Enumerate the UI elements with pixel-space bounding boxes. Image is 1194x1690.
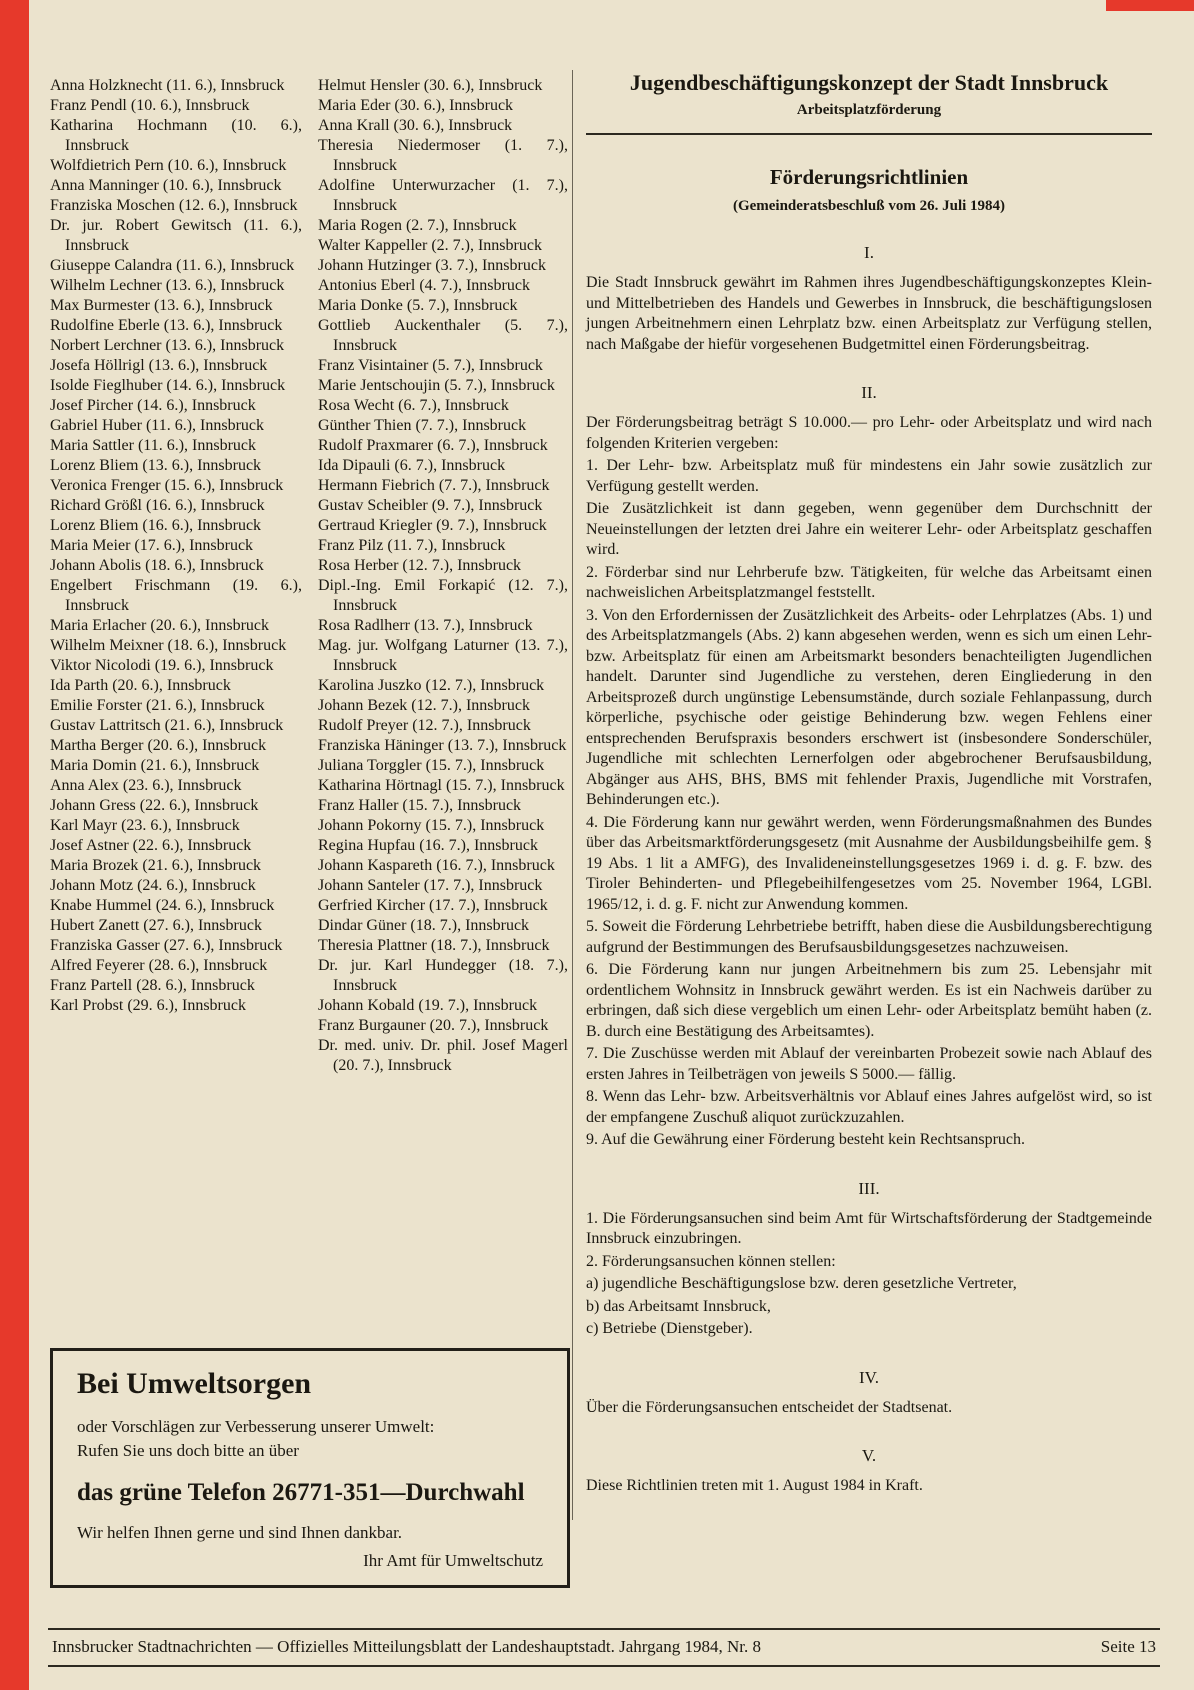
name-entry: Franziska Gasser (27. 6.), Innsbruck	[50, 937, 283, 954]
name-entry: Josefa Höllrigl (13. 6.), Innsbruck	[50, 357, 268, 374]
name-entry: Gabriel Huber (11. 6.), Innsbruck	[50, 417, 265, 434]
name-entry: Franz Haller (15. 7.), Innsbruck	[318, 797, 522, 814]
name-entry: Johann Santeler (17. 7.), Innsbruck	[318, 877, 543, 894]
name-entry: Juliana Torggler (15. 7.), Innsbruck	[318, 757, 545, 774]
name-entry: Rosa Radlherr (13. 7.), Innsbruck	[318, 617, 533, 634]
name-entry: Katharina Hochmann (10. 6.), Innsbruck	[50, 117, 302, 154]
name-entry: Wilhelm Lechner (13. 6.), Innsbruck	[50, 277, 285, 294]
ad-intro-line-1: oder Vorschlägen zur Verbesserung unserer Umwelt:	[77, 1417, 435, 1436]
article-heading: Förderungsrichtlinien	[769, 165, 969, 189]
name-entry: Lorenz Bliem (16. 6.), Innsbruck	[50, 517, 262, 534]
name-entry: Franziska Häninger (13. 7.), Innsbruck	[318, 737, 567, 754]
column-divider-rule	[572, 70, 573, 1520]
name-entry: Anna Manninger (10. 6.), Innsbruck	[50, 177, 282, 194]
name-entry: Gerfried Kircher (17. 7.), Innsbruck	[318, 897, 548, 914]
name-entry: Franz Burgauner (20. 7.), Innsbruck	[318, 1017, 549, 1034]
name-entry: Franziska Moschen (12. 6.), Innsbruck	[50, 197, 298, 214]
article-paragraph: 7. Die Zuschüsse werden mit Ablauf der vereinbarten Probezeit sowie nach Ablauf des ersten Jahres in Teilbeträgen von jeweils S 5000.— fällig.	[586, 1045, 1152, 1083]
section-label: IV.	[859, 1367, 879, 1387]
footer-masthead-text: Innsbrucker Stadtnachrichten — Offizielles Mitteilungsblatt der Landeshauptstadt. Jahrgang 1984, Nr. 8	[52, 1637, 761, 1656]
section-paragraphs	[586, 1398, 1152, 1419]
article-paragraph: 5. Soweit die Förderung Lehrbetriebe betrifft, haben diese die Ausbildungsberechtigung aufgrund der Bestimmungen des Berufsausbildungsgesetzes nachzuweisen.	[586, 918, 1152, 956]
name-entry: Josef Pircher (14. 6.), Innsbruck	[50, 397, 256, 414]
name-entry: Karl Probst (29. 6.), Innsbruck	[50, 997, 246, 1014]
name-entry: Johann Pokorny (15. 7.), Innsbruck	[318, 817, 545, 834]
section-4	[586, 1368, 1152, 1419]
article-paragraph: Die Zusätzlichkeit ist dann gegeben, wenn gegenüber dem Durchschnitt der Neueinstellungen der letzten drei Jahre ein weiterer Lehr- oder Arbeitsplatz geschaffen wird.	[586, 500, 1152, 558]
red-left-margin-bar	[0, 0, 29, 1690]
section-paragraphs	[586, 413, 1152, 1151]
name-entry: Maria Meier (17. 6.), Innsbruck	[50, 537, 254, 554]
name-entry: Franz Pendl (10. 6.), Innsbruck	[50, 97, 250, 114]
name-entry: Dindar Güner (18. 7.), Innsbruck	[318, 917, 530, 934]
ad-intro-line-2: Rufen Sie uns doch bitte an über	[77, 1441, 299, 1460]
name-entry: Veronica Frenger (15. 6.), Innsbruck	[50, 477, 284, 494]
name-entry: Isolde Fieglhuber (14. 6.), Innsbruck	[50, 377, 286, 394]
name-entry: Dr. jur. Karl Hundegger (18. 7.), Innsbruck	[318, 957, 568, 994]
name-entry: Giuseppe Calandra (11. 6.), Innsbruck	[50, 257, 295, 274]
section-paragraphs	[586, 1476, 1152, 1497]
name-entry: Rosa Wecht (6. 7.), Innsbruck	[318, 397, 509, 414]
name-entry: Johann Motz (24. 6.), Innsbruck	[50, 877, 256, 894]
ad-signature: Ihr Amt für Umweltschutz	[363, 1551, 543, 1570]
name-entry: Dr. med. univ. Dr. phil. Josef Magerl (20. 7.), Innsbruck	[318, 1037, 568, 1074]
name-entry: Johann Kobald (19. 7.), Innsbruck	[318, 997, 538, 1014]
name-entry: Gottlieb Auckenthaler (5. 7.), Innsbruck	[318, 317, 568, 354]
page-footer	[48, 1628, 1160, 1667]
article-paragraph: 1. Die Förderungsansuchen sind beim Amt für Wirtschaftsförderung der Stadtgemeinde Innsbruck einzubringen.	[586, 1209, 1152, 1247]
article-paragraph: 4. Die Förderung kann nur gewährt werden, wenn Förderungsmaßnahmen des Bundes über das Arbeitsmarktförderungsgesetz (mit Ausnahme der Ausbildungsbeihilfe gem. § 19 Abs. 1 lit a AMFG), des Invalideneinstellungsgesetzes 1969 i. d. g. F. bzw. des Tiroler Behinderten- und Pflegebeihilfengesetzes vom 25. November 1964, LGBl. 1965/12, i. d. g. F. nicht zur Anwendung kommen.	[586, 813, 1152, 913]
names-column-1	[50, 76, 302, 1016]
name-entry: Gustav Scheibler (9. 7.), Innsbruck	[318, 497, 543, 514]
name-entry: Franz Pilz (11. 7.), Innsbruck	[318, 537, 506, 554]
name-entry: Franz Partell (28. 6.), Innsbruck	[50, 977, 255, 994]
names-column-2	[318, 76, 568, 1076]
article-paragraph: 9. Auf die Gewährung einer Förderung besteht kein Rechtsanspruch.	[586, 1131, 1025, 1148]
section-label: III.	[858, 1178, 880, 1198]
name-entry: Johann Kaspareth (16. 7.), Innsbruck	[318, 857, 555, 874]
ad-title: Bei Umweltsorgen	[77, 1367, 312, 1400]
name-entry: Viktor Nicolodi (19. 6.), Innsbruck	[50, 657, 274, 674]
name-entry: Maria Domin (21. 6.), Innsbruck	[50, 757, 260, 774]
page-number: Seite 13	[1100, 1637, 1156, 1656]
article-paragraph: 2. Förderbar sind nur Lehrberufe bzw. Tätigkeiten, für welche das Arbeitsamt einen nachweislichen Arbeitsplatzmangel feststellt.	[586, 563, 1152, 601]
name-entry: Gustav Lattritsch (21. 6.), Innsbruck	[50, 717, 284, 734]
name-entry: Regina Hupfau (16. 7.), Innsbruck	[318, 837, 538, 854]
article-paragraph: Über die Förderungsansuchen entscheidet der Stadtsenat.	[586, 1398, 953, 1416]
name-entry: Maria Eder (30. 6.), Innsbruck	[318, 97, 514, 114]
name-entry: Rudolf Preyer (12. 7.), Innsbruck	[318, 717, 531, 734]
article-paragraph: 8. Wenn das Lehr- bzw. Arbeitsverhältnis vor Ablauf eines Jahres aufgelöst wird, so ist der empfangene Zuschuß aliquot zurückzuzahlen.	[586, 1088, 1152, 1126]
name-entry: Mag. jur. Wolfgang Laturner (13. 7.), Innsbruck	[318, 637, 568, 674]
name-entry: Lorenz Bliem (13. 6.), Innsbruck	[50, 457, 262, 474]
name-entry: Josef Astner (22. 6.), Innsbruck	[50, 837, 252, 854]
name-entry: Johann Bezek (12. 7.), Innsbruck	[318, 697, 530, 714]
name-entry: Antonius Eberl (4. 7.), Innsbruck	[318, 277, 530, 294]
ad-phone-line: das grüne Telefon 26771-351—Durchwahl	[77, 1479, 525, 1506]
name-entry: Helmut Hensler (30. 6.), Innsbruck	[318, 77, 543, 94]
name-entry: Hubert Zanett (27. 6.), Innsbruck	[50, 917, 262, 934]
name-entry: Richard Größl (16. 6.), Innsbruck	[50, 497, 265, 514]
name-entry: Ida Parth (20. 6.), Innsbruck	[50, 677, 231, 694]
name-entry: Theresia Niedermoser (1. 7.), Innsbruck	[318, 137, 568, 174]
article-foerderungsrichtlinien	[586, 70, 1152, 1497]
red-top-right-strip	[1106, 0, 1194, 11]
article-title: Jugendbeschäftigungskonzept der Stadt Innsbruck	[629, 70, 1109, 95]
article-paragraph: 6. Die Förderung kann nur jungen Arbeitnehmern bis zum 25. Lebensjahr mit ordentlichem Wohnsitz in Innsbruck gewährt werden. Es ist ein Nachweis darüber zu erbringen, daß sich diese vergeblich um einen Lehr- oder Arbeitsplatz bemüht haben (z. B. durch eine Bestätigung des Arbeitsamtes).	[586, 961, 1152, 1040]
article-subheading: (Gemeinderatsbeschluß vom 26. Juli 1984)	[732, 198, 1006, 214]
section-label: I.	[864, 243, 874, 262]
name-entry: Martha Berger (20. 6.), Innsbruck	[50, 737, 267, 754]
article-paragraph: 1. Der Lehr- bzw. Arbeitsplatz muß für mindestens ein Jahr sowie zusätzlich zur Verfügung gestellt werden.	[586, 457, 1152, 495]
article-paragraph: 3. Von den Erfordernissen der Zusätzlichkeit des Arbeits- oder Lehrplatzes (Abs. 1) und des Arbeitsplatzmangels (Abs. 2) kann abgesehen werden, wenn es sich um einen Lehr- bzw. Arbeitsplatz für einen am Arbeitsmarkt besonders benachteiligten Jugendlichen handelt. Darunter sind Jugendliche zu verstehen, deren Eingliederung in den Arbeitsprozeß durch ungünstige Lebensumstände, durch soziale Fehlanpassung, durch körperliche, psychische oder geistige Behinderung bzw. wegen Fehlens einer entsprechenden Berufspraxis besonders erschwert ist (insbesondere Sonderschüler, Jugendliche mit schlechten Lernerfolgen oder abgebrochener Berufsausbildung, Abgänger aus AHS, BHS, BMS mit fehlender Praxis, Jugendliche mit Vorstrafen, Behinderungen etc.).	[586, 606, 1152, 808]
article-paragraph: a) jugendliche Beschäftigungslose bzw. deren gesetzliche Vertreter,	[586, 1275, 1017, 1292]
name-entry: Maria Donke (5. 7.), Innsbruck	[318, 297, 518, 314]
name-entry: Karl Mayr (23. 6.), Innsbruck	[50, 817, 240, 834]
name-entry: Rosa Herber (12. 7.), Innsbruck	[318, 557, 522, 574]
name-entry: Maria Rogen (2. 7.), Innsbruck	[318, 217, 517, 234]
section-5	[586, 1446, 1152, 1497]
name-entry: Rudolf Praxmarer (6. 7.), Innsbruck	[318, 437, 548, 454]
article-subtitle: Arbeitsplatzförderung	[796, 102, 942, 118]
name-entry: Johann Hutzinger (3. 7.), Innsbruck	[318, 257, 546, 274]
name-entry: Max Burmester (13. 6.), Innsbruck	[50, 297, 273, 314]
article-paragraph: b) das Arbeitsamt Innsbruck,	[586, 1297, 771, 1315]
name-entry: Günther Thien (7. 7.), Innsbruck	[318, 417, 527, 434]
article-paragraph: c) Betriebe (Dienstgeber).	[586, 1320, 753, 1337]
title-divider-rule	[586, 133, 1152, 135]
name-entry: Walter Kappeller (2. 7.), Innsbruck	[318, 237, 542, 254]
section-label: II.	[861, 383, 877, 402]
umweltsorgen-ad-box	[50, 1348, 570, 1588]
name-entry: Karolina Juszko (12. 7.), Innsbruck	[318, 677, 545, 694]
section-paragraphs	[586, 1209, 1152, 1340]
article-paragraph: 2. Förderungsansuchen können stellen:	[586, 1252, 836, 1270]
name-entry: Anna Alex (23. 6.), Innsbruck	[50, 777, 242, 794]
article-paragraph: Der Förderungsbeitrag beträgt S 10.000.— pro Lehr- oder Arbeitsplatz und wird nach folgenden Kriterien vergeben:	[586, 414, 1152, 452]
name-entry: Gertraud Kriegler (9. 7.), Innsbruck	[318, 517, 547, 534]
article-paragraph: Diese Richtlinien treten mit 1. August 1984 in Kraft.	[586, 1477, 923, 1494]
section-paragraphs	[586, 273, 1152, 355]
name-entry: Rudolfine Eberle (13. 6.), Innsbruck	[50, 317, 283, 334]
name-entry: Franz Visintainer (5. 7.), Innsbruck	[318, 357, 543, 374]
section-2	[586, 383, 1152, 1151]
name-entry: Dr. jur. Robert Gewitsch (11. 6.), Innsbruck	[50, 217, 302, 254]
name-entry: Anna Holzknecht (11. 6.), Innsbruck	[50, 77, 285, 94]
name-entry: Wilhelm Meixner (18. 6.), Innsbruck	[50, 637, 287, 654]
name-entry: Hermann Fiebrich (7. 7.), Innsbruck	[318, 477, 550, 494]
article-paragraph: Die Stadt Innsbruck gewährt im Rahmen ihres Jugendbeschäftigungskonzeptes Klein- und Mittelbetrieben des Handels und Gewerbes in Innsbruck, die beschäftigungslosen jungen Arbeitnehmern einen Lehrplatz bzw. einen Arbeitsplatz zur Verfügung stellen, nach Maßgabe der hiefür vorgesehenen Budgetmittel einen Förderungsbeitrag.	[586, 274, 1152, 353]
section-1	[586, 243, 1152, 355]
name-entry: Katharina Hörtnagl (15. 7.), Innsbruck	[318, 777, 565, 794]
name-entry: Maria Sattler (11. 6.), Innsbruck	[50, 437, 257, 454]
name-entry: Johann Abolis (18. 6.), Innsbruck	[50, 557, 264, 574]
name-entry: Marie Jentschoujin (5. 7.), Innsbruck	[318, 377, 555, 394]
name-entry: Alfred Feyerer (28. 6.), Innsbruck	[50, 957, 268, 974]
name-entry: Maria Brozek (21. 6.), Innsbruck	[50, 857, 262, 874]
name-entry: Adolfine Unterwurzacher (1. 7.), Innsbruck	[318, 177, 568, 214]
name-entry: Engelbert Frischmann (19. 6.), Innsbruck	[50, 577, 302, 614]
name-entry: Norbert Lerchner (13. 6.), Innsbruck	[50, 337, 285, 354]
name-entry: Emilie Forster (21. 6.), Innsbruck	[50, 697, 265, 714]
name-entry: Anna Krall (30. 6.), Innsbruck	[318, 117, 513, 134]
name-entry: Maria Erlacher (20. 6.), Innsbruck	[50, 617, 270, 634]
name-entry: Knabe Hummel (24. 6.), Innsbruck	[50, 897, 275, 914]
ad-thanks-line: Wir helfen Ihnen gerne und sind Ihnen dankbar.	[77, 1523, 403, 1542]
name-entry: Dipl.-Ing. Emil Forkapić (12. 7.), Innsbruck	[318, 577, 568, 614]
section-label: V.	[861, 1446, 877, 1465]
name-entry: Theresia Plattner (18. 7.), Innsbruck	[318, 937, 550, 954]
name-entry: Wolfdietrich Pern (10. 6.), Innsbruck	[50, 157, 287, 174]
name-entry: Johann Gress (22. 6.), Innsbruck	[50, 797, 259, 814]
name-entry: Ida Dipauli (6. 7.), Innsbruck	[318, 457, 506, 474]
section-3	[586, 1179, 1152, 1340]
